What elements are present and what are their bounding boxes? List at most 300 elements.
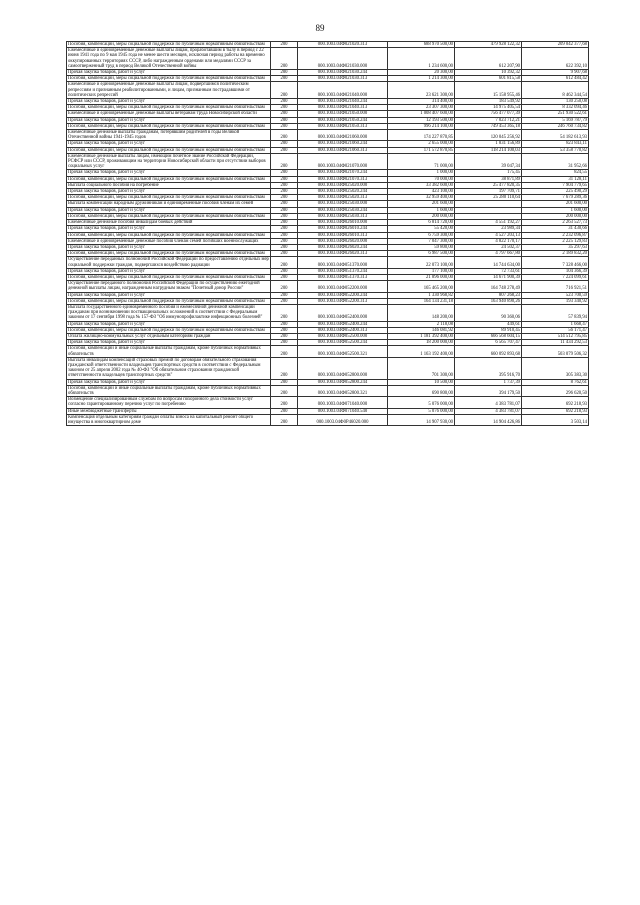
row-classification-cell: 000.1003.04Ф026020.244 (298, 244, 388, 250)
row-name-cell: Ежемесячные денежные выплаты лицам, имеющим почетное звание Российской Федерации, РСФСР или СССР, проживающим на территории Новосибирской области при отсутствии выборов социальных услуг (67, 153, 271, 170)
table-row (67, 195, 589, 201)
row-approved-cell: 1 600,00 (388, 207, 455, 213)
row-code-cell: 200 (271, 257, 298, 268)
table-row (67, 220, 589, 226)
row-code-cell: 200 (271, 298, 298, 304)
row-unexecuted-cell: 622 392,10 (522, 48, 589, 70)
row-code-cell: 200 (271, 238, 298, 244)
table-row (67, 123, 589, 129)
row-executed-cell: 4 551 192,27 (455, 220, 522, 226)
row-unexecuted-cell: 503 079 506,32 (522, 346, 589, 357)
row-name-cell: Пособия, компенсации, меры социальной поддержки по публичным нормативным обязательствам (67, 213, 271, 219)
row-name-cell: Выплата инвалидам компенсаций страховых премий по договорам обязательного страхования гражданской ответственности владельцев транспортных средств в соответствии с Федеральным законом от 25 апреля 2002 года № 40-ФЗ "Об обязательном страховании гражданской ответственности владельцев транспортных средств" (67, 357, 271, 379)
row-executed-cell: 197 709,71 (455, 189, 522, 195)
row-classification-cell: 000.1003.04Ф021030.313 (298, 76, 388, 82)
row-unexecuted-cell: 716 921,51 (522, 281, 589, 292)
row-unexecuted-cell: 1 600,00 (522, 207, 589, 213)
table-row (67, 189, 589, 195)
row-code-cell: 200 (271, 379, 298, 385)
row-approved-cell: 174 227 870,85 (388, 130, 455, 141)
row-name-cell: Иные межбюджетные трансферты (67, 408, 271, 414)
row-name-cell: Пособия, компенсации и иные социальные выплаты гражданам, кроме публичных нормативных обязательств (67, 346, 271, 357)
row-approved-cell: 6 814 720,00 (388, 220, 455, 226)
row-code-cell: 200 (271, 176, 298, 182)
row-classification-cell: 000.1003.04Ф052500.244 (298, 340, 388, 346)
row-classification-cell: 000.1003.04Ф025030.313 (298, 213, 388, 219)
row-classification-cell: 000.1003.04Ф021030.000 (298, 48, 388, 70)
row-executed-cell: 4 383 781,07 (455, 408, 522, 414)
row-executed-cell: 24 502,37 (455, 244, 522, 250)
row-name-cell: Ежемесячные и единовременные денежные выплаты лицам, проработавшим в тылу в период с 22 июня 1941 года по 9 мая 1945 года не менее шести месяцев, исключая период работы на временно оккупированных территориях СССР, либо награжденным орденами или медалями СССР за самоотверженный труд в период Великой Отечественной войны (67, 48, 271, 70)
row-unexecuted-cell: 514 512 795,85 (522, 333, 589, 339)
row-name-cell: Оплата жилищно-коммунальных услуг отдельным категориям граждан (67, 333, 271, 339)
row-unexecuted-cell: 5 169 787,79 (522, 117, 589, 123)
row-executed-cell: 15 158 955,46 (455, 82, 522, 99)
row-approved-cell: 6 987 500,00 (388, 251, 455, 257)
row-code-cell: 200 (271, 213, 298, 219)
row-executed-cell: 6 565 707,47 (455, 340, 522, 346)
row-name-cell: Выплата компенсации народным дружинникам и единовременные пособия членам их семей (67, 201, 271, 207)
row-name-cell: Пособия, компенсации, меры социальной поддержки по публичным нормативным обязательствам (67, 176, 271, 182)
row-unexecuted-cell: 9 907,68 (522, 70, 589, 76)
row-approved-cell: 21 896 000,00 (388, 274, 455, 280)
row-unexecuted-cell: 54 182 613,93 (522, 130, 589, 141)
row-name-cell: Пособия, компенсации, меры социальной поддержки по публичным нормативным обязательствам (67, 105, 271, 111)
row-approved-cell: 22 073 100,00 (388, 257, 455, 268)
table-row (67, 346, 589, 357)
row-unexecuted-cell: 225 490,29 (522, 189, 589, 195)
row-name-cell: Прочая закупка товаров, работ и услуг (67, 379, 271, 385)
row-code-cell: 200 (271, 333, 298, 339)
row-executed-cell: 7 023 712,21 (455, 117, 522, 123)
row-classification-cell: 000.1003.04Ф021070.244 (298, 170, 388, 176)
row-name-cell: Ежемесячные денежные выплаты гражданам, потерявшим родителей в годы Великой Отечественной войны 1941-1945 годов (67, 130, 271, 141)
row-approved-cell: 7 047 300,00 (388, 238, 455, 244)
row-classification-cell: 000.1003.04Ф052400.000 (298, 304, 388, 321)
table-row (67, 257, 589, 268)
row-approved-cell: 23 621 300,00 (388, 82, 455, 99)
row-executed-cell: 38 871,89 (455, 176, 522, 182)
row-code-cell: 200 (271, 111, 298, 117)
table-row (67, 182, 589, 188)
row-approved-cell: 32 959 400,00 (388, 195, 455, 201)
row-approved-cell: 18 200 000,00 (388, 340, 455, 346)
row-code-cell: 200 (271, 292, 298, 298)
row-code-cell: 200 (271, 99, 298, 105)
table-row (67, 70, 589, 76)
row-unexecuted-cell: 8 462 344,54 (522, 82, 589, 99)
table-row (67, 42, 589, 48)
table-row (67, 357, 589, 379)
row-name-cell: Прочая закупка товаров, работ и услуг (67, 99, 271, 105)
table-row (67, 321, 589, 327)
row-unexecuted-cell: 305 383,30 (522, 357, 589, 379)
row-classification-cell: 000.1003.04Ф051370.313 (298, 274, 388, 280)
row-unexecuted-cell: 201 600,00 (522, 201, 589, 207)
row-name-cell: Пособия, компенсации, меры социальной поддержки по публичным нормативным обязательствам (67, 123, 271, 129)
row-approved-cell: 701 300,00 (388, 357, 455, 379)
row-unexecuted-cell: 692 218,93 (522, 408, 589, 414)
row-executed-cell: 612 207,90 (455, 48, 522, 70)
row-executed-cell: 479 928 122,32 (455, 42, 522, 48)
row-approved-cell: 14 907 930,00 (388, 414, 455, 425)
row-approved-cell: 33 382 600,00 (388, 182, 455, 188)
table-row (67, 414, 589, 425)
row-executed-cell: 164 748 278,49 (455, 281, 522, 292)
row-name-cell: Прочая закупка товаров, работ и услуг (67, 170, 271, 176)
row-code-cell: 200 (271, 321, 298, 327)
row-code-cell: 200 (271, 207, 298, 213)
row-approved-cell: 71 000,00 (388, 153, 455, 170)
row-code-cell: 200 (271, 48, 298, 70)
row-executed-cell: 4 383 781,07 (455, 397, 522, 408)
row-classification-cell: 000.1003.04Ф071040.540 (298, 408, 388, 414)
row-approved-cell: 1 163 192 400,00 (388, 346, 455, 357)
row-approved-cell: 996 214 100,00 (388, 123, 455, 129)
row-unexecuted-cell: 251 930 522,61 (522, 111, 589, 117)
row-classification-cell: 000.1003.04Ф052800.000 (298, 357, 388, 379)
row-approved-cell: 423 100,00 (388, 189, 455, 195)
row-approved-cell: 1 181 392 400,00 (388, 333, 455, 339)
row-code-cell: 200 (271, 268, 298, 274)
row-unexecuted-cell: 296 620,50 (522, 385, 589, 396)
row-approved-cell: 55 420,00 (388, 226, 455, 232)
row-unexecuted-cell: 209 042 377,68 (522, 42, 589, 48)
row-executed-cell: 175,45 (455, 170, 522, 176)
row-classification-cell: 000.1003.04Ф021060.313 (298, 147, 388, 153)
row-approved-cell: 1 234 600,00 (388, 48, 455, 70)
row-code-cell: 200 (271, 281, 298, 292)
row-executed-cell: 90 360,06 (455, 304, 522, 321)
row-unexecuted-cell: 7 224 099,61 (522, 274, 589, 280)
row-approved-cell: 20 300,00 (388, 70, 455, 76)
row-executed-cell: 4 527 203,13 (455, 232, 522, 238)
row-unexecuted-cell: 692 218,93 (522, 397, 589, 408)
row-executed-cell: 183 549,92 (455, 99, 522, 105)
row-name-cell: Выплата государственного единовременного пособия и ежемесячной денежной компенсации гражданам при возникновении поствакцинальных осложнений в соответствии с Федеральным законом от 17 сентября 1998 года № 157-ФЗ "Об иммунопрофилактике инфекционных болезней" (67, 304, 271, 321)
row-executed-cell: 14 671 900,39 (455, 274, 522, 280)
row-approved-cell: 10 500,00 (388, 379, 455, 385)
row-name-cell: Пособия, компенсации, меры социальной поддержки по публичным нормативным обязательствам (67, 232, 271, 238)
row-code-cell: 200 (271, 357, 298, 379)
table-row (67, 48, 589, 70)
table-row (67, 238, 589, 244)
row-unexecuted-cell: 31 128,11 (522, 176, 589, 182)
row-code-cell: 200 (271, 189, 298, 195)
table-row (67, 292, 589, 298)
row-name-cell: Пособия, компенсации, меры социальной поддержки по публичным нормативным обязательствам (67, 195, 271, 201)
row-classification-cell: 000.1003.04Ф026010.000 (298, 220, 388, 226)
row-classification-cell: 000.1003.04Ф021060.244 (298, 141, 388, 147)
row-classification-cell: 000.1003.04Ф025030.244 (298, 207, 388, 213)
row-approved-cell: 148 200,00 (388, 304, 455, 321)
row-classification-cell: 000.1003.04Ф052800.244 (298, 379, 388, 385)
row-classification-cell: 000.1003.04Ф051370.244 (298, 268, 388, 274)
row-code-cell: 200 (271, 408, 298, 414)
row-executed-cell: 23 989,34 (455, 226, 522, 232)
table-row (67, 385, 589, 396)
row-classification-cell: 000.1003.04Ф025020.313 (298, 195, 388, 201)
row-executed-cell: 118 214 100,03 (455, 147, 522, 153)
table-row (67, 99, 589, 105)
row-classification-cell: 000.1003.04Ф021070.313 (298, 176, 388, 182)
row-unexecuted-cell: 57 839,94 (522, 304, 589, 321)
row-executed-cell: 14 975 405,54 (455, 105, 522, 111)
row-code-cell: 200 (271, 130, 298, 141)
row-name-cell: Пособия, компенсации, меры социальной поддержки по публичным нормативным обязательствам (67, 76, 271, 82)
row-unexecuted-cell: 7 904 779,65 (522, 182, 589, 188)
row-approved-cell: 59 800,00 (388, 244, 455, 250)
row-unexecuted-cell: 1 668,47 (522, 321, 589, 327)
table-row (67, 105, 589, 111)
row-name-cell: Пособия, компенсации, меры социальной поддержки по публичным нормативным обязательствам (67, 251, 271, 257)
row-unexecuted-cell: 2 189 832,20 (522, 251, 589, 257)
row-code-cell: 200 (271, 141, 298, 147)
row-approved-cell: 201 600,00 (388, 201, 455, 207)
table-row (67, 170, 589, 176)
row-unexecuted-cell: 523 700,59 (522, 292, 589, 298)
table-row (67, 244, 589, 250)
row-approved-cell: 314 400,00 (388, 99, 455, 105)
row-name-cell: Прочая закупка товаров, работ и услуг (67, 207, 271, 213)
row-name-cell: Ежемесячные и единовременные денежные пособия членам семей погибших военнослужащих (67, 238, 271, 244)
row-code-cell: 200 (271, 385, 298, 396)
row-approved-cell: 70 000,00 (388, 176, 455, 182)
table-row (67, 176, 589, 182)
row-code-cell: 200 (271, 274, 298, 280)
table-row (67, 327, 589, 333)
row-name-cell: Пособия, компенсации, меры социальной поддержки по публичным нормативным обязательствам (67, 42, 271, 48)
row-name-cell: Пособия, компенсации, меры социальной поддержки по публичным нормативным обязательствам (67, 327, 271, 333)
row-classification-cell: 000.1003.04Ф052200.244 (298, 292, 388, 298)
table-row (67, 111, 589, 117)
row-name-cell: Прочая закупка товаров, работ и услуг (67, 141, 271, 147)
row-executed-cell: 10 392,32 (455, 70, 522, 76)
row-approved-cell: 688 970 500,00 (388, 42, 455, 48)
row-executed-cell: 39 047,34 (455, 153, 522, 170)
row-name-cell: Осуществление переданного полномочия Российской Федерации по осуществлению ежегодной денежной выплаты лицам, награжденным нагрудным знаком "Почетный донор России" (67, 281, 271, 292)
row-name-cell: Прочая закупка товаров, работ и услуг (67, 189, 271, 195)
row-executed-cell: 660 092 893,68 (455, 346, 522, 357)
row-classification-cell: 000.1003.04Ф052200.313 (298, 298, 388, 304)
row-classification-cell: 000.1003.04Ф021030.244 (298, 70, 388, 76)
row-code-cell: 200 (271, 340, 298, 346)
row-unexecuted-cell: 8 332 094,46 (522, 105, 589, 111)
table-row (67, 268, 589, 274)
row-executed-cell: 756 477 077,39 (455, 111, 522, 117)
table-row (67, 340, 589, 346)
row-executed-cell: 14 744 634,00 (455, 257, 522, 268)
row-code-cell: 200 (271, 251, 298, 257)
row-executed-cell: 749 453 365,18 (455, 123, 522, 129)
row-code-cell: 200 (271, 182, 298, 188)
row-classification-cell: 000.1003.04Ф021050.244 (298, 117, 388, 123)
row-name-cell: Прочая закупка товаров, работ и услуг (67, 226, 271, 232)
row-classification-cell: 000.1003.04Ф052800.321 (298, 385, 388, 396)
row-code-cell: 200 (271, 414, 298, 425)
row-approved-cell: 146 081,92 (388, 327, 455, 333)
row-name-cell: Прочая закупка товаров, работ и услуг (67, 292, 271, 298)
row-classification-cell: 000.1003.04Ф025030.000 (298, 201, 388, 207)
row-executed-cell: 120 045 256,92 (455, 130, 522, 141)
row-code-cell: 200 (271, 244, 298, 250)
row-code-cell: 200 (271, 327, 298, 333)
row-code-cell: 200 (271, 153, 298, 170)
row-unexecuted-cell: 823 843,11 (522, 141, 589, 147)
row-name-cell: Прочая закупка товаров, работ и услуг (67, 117, 271, 123)
row-name-cell: Пособия, компенсации и иные социальные выплаты гражданам, кроме публичных нормативных обязательств (67, 385, 271, 396)
row-code-cell: 200 (271, 232, 298, 238)
table-row (67, 76, 589, 82)
row-classification-cell: 000.1003.04Ф021070.000 (298, 153, 388, 170)
row-unexecuted-cell: 7 328 466,00 (522, 257, 589, 268)
row-classification-cell: 000.1003.04Ф052200.000 (298, 281, 388, 292)
table-row (67, 117, 589, 123)
row-unexecuted-cell: 246 760 734,82 (522, 123, 589, 129)
row-approved-cell: 164 134 231,18 (388, 298, 455, 304)
row-approved-cell: 6 759 300,00 (388, 232, 455, 238)
table-row (67, 281, 589, 292)
row-approved-cell: 1 000,00 (388, 170, 455, 176)
row-unexecuted-cell: 130 250,08 (522, 99, 589, 105)
row-unexecuted-cell: 31 952,66 (522, 153, 589, 170)
row-code-cell: 200 (271, 82, 298, 99)
row-executed-cell: 601 815,58 (455, 76, 522, 82)
row-executed-cell: 449,61 (455, 321, 522, 327)
row-executed-cell: 25 280 110,64 (455, 195, 522, 201)
budget-execution-table (66, 41, 589, 426)
table-row (67, 232, 589, 238)
row-unexecuted-cell: 3 503,14 (522, 414, 589, 425)
table-row (67, 251, 589, 257)
row-classification-cell: 000.1003.04Ф052400.244 (298, 321, 388, 327)
row-approved-cell: 690 800,00 (388, 385, 455, 396)
table-row (67, 82, 589, 99)
row-classification-cell: 000.1003.04Ф071040.000 (298, 397, 388, 408)
row-unexecuted-cell: 53 358 770,82 (522, 147, 589, 153)
row-unexecuted-cell: 2 263 527,73 (522, 220, 589, 226)
row-executed-cell: 89 910,45 (455, 327, 522, 333)
row-executed-cell: 72 733,61 (455, 268, 522, 274)
row-classification-cell: 000.1003.04Ф021040.244 (298, 99, 388, 105)
row-classification-cell: 000.1003.04Ф025020.244 (298, 189, 388, 195)
row-unexecuted-cell: 7 679 289,36 (522, 195, 589, 201)
row-classification-cell: 000.1003.04Ф025020.000 (298, 182, 388, 188)
row-executed-cell: 4 822 170,17 (455, 238, 522, 244)
table-row (67, 304, 589, 321)
row-code-cell: 200 (271, 201, 298, 207)
row-unexecuted-cell: 56 171,47 (522, 327, 589, 333)
table-row (67, 226, 589, 232)
row-classification-cell: 000.1003.04Ф052500.000 (298, 333, 388, 339)
row-code-cell: 200 (271, 170, 298, 176)
row-classification-cell: 000.1003.04Ф026010.313 (298, 232, 388, 238)
row-classification-cell: 000.1003.04Ф021050.000 (298, 111, 388, 117)
table-row (67, 130, 589, 141)
table-row (67, 333, 589, 339)
row-unexecuted-cell: 8 762,61 (522, 379, 589, 385)
row-approved-cell: 2 118,08 (388, 321, 455, 327)
row-executed-cell: 25 477 820,35 (455, 182, 522, 188)
row-unexecuted-cell: 2 225 129,83 (522, 238, 589, 244)
row-unexecuted-cell: 11 434 292,53 (522, 340, 589, 346)
row-name-cell: Прочая закупка товаров, работ и услуг (67, 268, 271, 274)
row-unexecuted-cell: 200 000,00 (522, 213, 589, 219)
row-name-cell: Осуществление переданных полномочий Российской Федерации по предоставлению отдельных мер социальной поддержки граждан, подвергшихся воздействию радиации (68, 257, 269, 268)
row-executed-cell: 666 568 604,15 (455, 333, 522, 339)
row-approved-cell: 1 214 300,00 (388, 76, 455, 82)
row-code-cell: 200 (271, 105, 298, 111)
row-approved-cell: 200 000,00 (388, 213, 455, 219)
row-approved-cell: 5 076 000,00 (388, 397, 455, 408)
row-executed-cell: 163 940 890,26 (455, 298, 522, 304)
row-code-cell: 200 (271, 147, 298, 153)
row-unexecuted-cell: 2 232 096,87 (522, 232, 589, 238)
row-code-cell: 200 (271, 76, 298, 82)
row-name-cell: Ежемесячные денежные пособия инвалидам боевых действий (67, 220, 271, 226)
row-code-cell: 200 (271, 195, 298, 201)
row-name-cell: Пособия, компенсации, меры социальной поддержки по публичным нормативным обязательствам (67, 298, 271, 304)
row-code-cell: 200 (271, 42, 298, 48)
row-executed-cell: 14 904 426,86 (455, 414, 522, 425)
row-classification-cell: 000.1003.04Ф026010.244 (298, 226, 388, 232)
row-name-cell: Выплата социального пособия на погребение (67, 182, 271, 188)
row-classification-cell: 000.1003.04Ф052400.313 (298, 327, 388, 333)
row-classification-cell: 000.1003.04Ф021060.000 (298, 130, 388, 141)
row-name-cell: Прочая закупка товаров, работ и услуг (67, 321, 271, 327)
row-name-cell: Пособия, компенсации, меры социальной поддержки по публичным нормативным обязательствам (67, 274, 271, 280)
row-approved-cell: 12 193 500,00 (388, 117, 455, 123)
row-executed-cell: 4 797 667,80 (455, 251, 522, 257)
row-classification-cell: 000.1003.04Ф052500.321 (298, 346, 388, 357)
row-name-cell: Компенсация отдельным категориям граждан оплаты взноса на капитальный ремонт общего имущества в многоквартирном доме (67, 414, 271, 425)
row-code-cell: 200 (271, 117, 298, 123)
row-approved-cell: 5 076 000,00 (388, 408, 455, 414)
row-classification-cell: 000.1003.04Ф021040.000 (298, 82, 388, 99)
row-unexecuted-cell: 612 484,42 (522, 76, 589, 82)
row-classification-cell: 000.1003.04Ф021040.313 (298, 105, 388, 111)
row-approved-cell: 1 008 407 600,00 (388, 111, 455, 117)
row-classification-cell: 000.1003.04Ф026020.000 (298, 238, 388, 244)
row-classification-cell: 000.1003.04Ф0Р46020.000 (298, 414, 388, 425)
row-code-cell: 200 (271, 70, 298, 76)
row-name-cell: Возмещение специализированным службам по вопросам похоронного дела стоимости услуг согласно гарантированному перечню услуг по погребению (67, 397, 271, 408)
table-row (67, 141, 589, 147)
row-classification-cell: 000.1003.04Ф021050.313 (298, 123, 388, 129)
row-unexecuted-cell: 35 297,63 (522, 244, 589, 250)
table-row (67, 274, 589, 280)
row-unexecuted-cell: 104 366,39 (522, 268, 589, 274)
row-name-cell: Прочая закупка товаров, работ и услуг (67, 244, 271, 250)
row-name-cell: Прочая закупка товаров, работ и услуг (67, 70, 271, 76)
row-classification-cell: 000.1003.04Ф026020.313 (298, 251, 388, 257)
row-code-cell: 200 (271, 304, 298, 321)
table-row (67, 298, 589, 304)
row-approved-cell: 2 655 000,00 (388, 141, 455, 147)
row-name-cell: Пособия, компенсации, меры социальной поддержки по публичным нормативным обязательствам (67, 147, 271, 153)
row-executed-cell: 395 916,70 (455, 357, 522, 379)
row-code-cell: 200 (271, 123, 298, 129)
table-row (67, 153, 589, 170)
row-approved-cell: 171 572 870,85 (388, 147, 455, 153)
row-executed-cell: 807 268,23 (455, 292, 522, 298)
table-row (67, 379, 589, 385)
table-row (67, 147, 589, 153)
row-unexecuted-cell: 824,55 (522, 170, 589, 176)
row-code-cell: 200 (271, 220, 298, 226)
row-classification-cell: 000.1003.04Ф021020.313 (298, 42, 388, 48)
row-code-cell: 200 (271, 397, 298, 408)
